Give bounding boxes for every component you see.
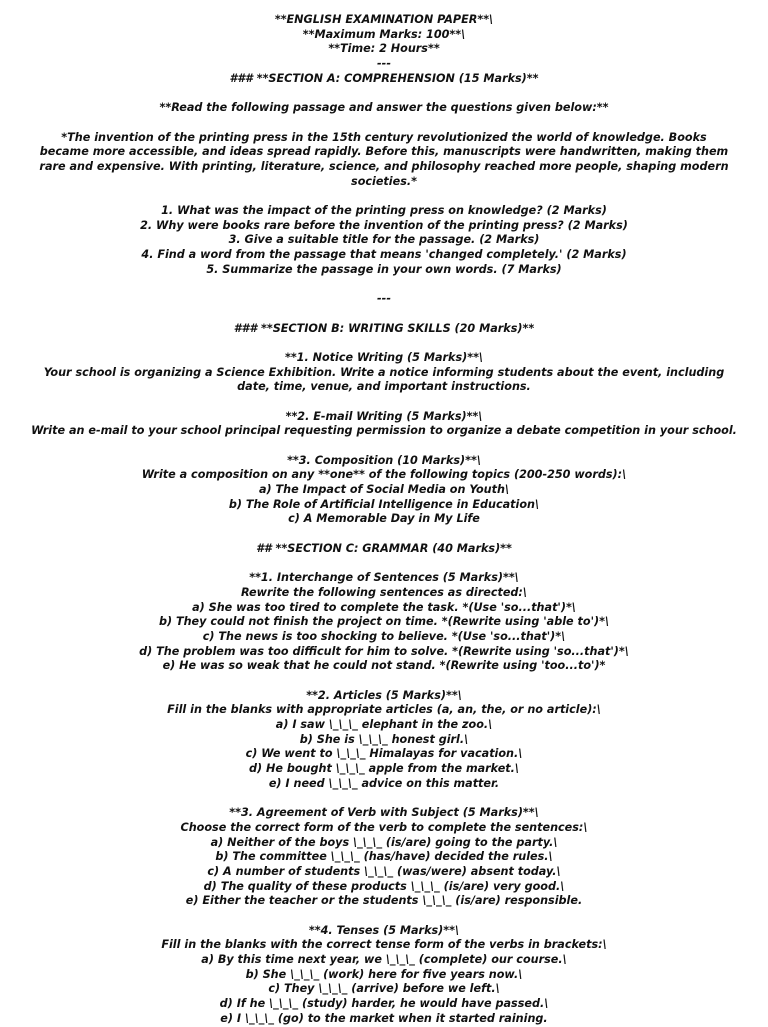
tenses-item: d) If he \_\_\_ (study) harder, he would have passed.\ <box>219 997 549 1011</box>
interchange-text: Rewrite the following sentences as directed:\ <box>241 585 527 599</box>
articles-title: **2. Articles (5 Marks)**\ <box>306 688 462 702</box>
agreement-item: c) A number of students \_\_\_ (was/were) absent today.\ <box>207 864 561 878</box>
tenses-text: Fill in the blanks with the correct tense form of the verbs in brackets:\ <box>161 938 607 952</box>
time-allowed: **Time: 2 Hours** <box>328 42 440 56</box>
question-item: 2. Why were books rare before the invention of the printing press? (2 Marks) <box>140 218 628 232</box>
articles-item: a) I saw \_\_\_ elephant in the zoo.\ <box>275 718 493 732</box>
question-item: 4. Find a word from the passage that means 'changed completely.' (2 Marks) <box>141 248 627 262</box>
tenses-item: c) They \_\_\_ (arrive) before we left.\ <box>268 982 500 996</box>
agreement-item: e) Either the teacher or the students \_\_\_ (is/are) responsible. <box>185 894 583 908</box>
articles-item: b) She is \_\_\_ honest girl.\ <box>299 732 469 746</box>
agreement-item: a) Neither of the boys \_\_\_ (is/are) going to the party.\ <box>210 835 558 849</box>
composition-topic: b) The Role of Artificial Intelligence in Education\ <box>228 497 540 511</box>
tenses-item: a) By this time next year, we \_\_\_ (complete) our course.\ <box>201 953 567 967</box>
horizontal-rule: --- <box>377 292 391 306</box>
section-a-heading: ### **SECTION A: COMPREHENSION (15 Marks)** <box>229 71 539 85</box>
section-c-heading: ## **SECTION C: GRAMMAR (40 Marks)** <box>256 541 512 555</box>
articles-item: c) We went to \_\_\_ Himalayas for vacation.\ <box>245 747 523 761</box>
composition-topic: c) A Memorable Day in My Life <box>288 512 480 526</box>
section-b-heading: ### **SECTION B: WRITING SKILLS (20 Marks)** <box>233 321 535 335</box>
tenses-item: e) I \_\_\_ (go) to the market when it started raining. <box>220 1011 548 1025</box>
max-marks: **Maximum Marks: 100**\ <box>302 27 466 41</box>
agreement-item: d) The quality of these products \_\_\_ (is/are) very good.\ <box>203 879 565 893</box>
notice-writing-text: Your school is organizing a Science Exhibition. Write a notice informing students about the event, including date, time, venue, and important instructions. <box>43 365 725 394</box>
articles-item: d) He bought \_\_\_ apple from the market.\ <box>248 762 519 776</box>
email-writing-text: Write an e-mail to your school principal requesting permission to organize a debate competition in your school. <box>31 424 737 438</box>
comprehension-passage: *The invention of the printing press in the 15th century revolutionized the world of knowledge. Books became more accessible, and ideas spread rapidly. Before this, manuscripts were handwritten, making them rare and expensive. With printing, literature, science, and philosophy reached more people, shaping modern societies.* <box>39 130 729 188</box>
tenses-item: b) She \_\_\_ (work) here for five years now.\ <box>245 967 523 981</box>
interchange-item: d) The problem was too difficult for him to solve. *(Rewrite using 'so...that')*\ <box>139 644 629 658</box>
agreement-text: Choose the correct form of the verb to complete the sentences:\ <box>180 820 588 834</box>
tenses-title: **4. Tenses (5 Marks)**\ <box>308 923 460 937</box>
interchange-item: c) The news is too shocking to believe. *(Use 'so...that')*\ <box>202 629 566 643</box>
notice-writing-title: **1. Notice Writing (5 Marks)**\ <box>284 350 484 364</box>
horizontal-rule: --- <box>377 57 391 71</box>
interchange-title: **1. Interchange of Sentences (5 Marks)**\ <box>249 571 519 585</box>
articles-text: Fill in the blanks with appropriate articles (a, an, the, or no article):\ <box>167 703 601 717</box>
interchange-item: e) He was so weak that he could not stand. *(Rewrite using 'too...to')* <box>162 659 606 673</box>
question-item: 1. What was the impact of the printing press on knowledge? (2 Marks) <box>161 204 607 217</box>
composition-text: Write a composition on any **one** of the following topics (200-250 words):\ <box>141 468 627 482</box>
interchange-item: b) They could not finish the project on time. *(Rewrite using 'able to')*\ <box>158 615 610 629</box>
question-item: 3. Give a suitable title for the passage. (2 Marks) <box>228 233 540 247</box>
email-writing-title: **2. E-mail Writing (5 Marks)**\ <box>285 409 483 423</box>
composition-topic: a) The Impact of Social Media on Youth\ <box>258 483 510 497</box>
section-a-instruction: **Read the following passage and answer the questions given below:** <box>159 101 609 115</box>
composition-title: **3. Composition (10 Marks)**\ <box>287 453 481 467</box>
question-item: 5. Summarize the passage in your own words. (7 Marks) <box>206 262 562 276</box>
agreement-item: b) The committee \_\_\_ (has/have) decided the rules.\ <box>215 850 553 864</box>
articles-item: e) I need \_\_\_ advice on this matter. <box>268 776 500 790</box>
interchange-item: a) She was too tired to complete the task. *(Use 'so...that')*\ <box>192 600 576 614</box>
agreement-title: **3. Agreement of Verb with Subject (5 Marks)**\ <box>229 806 539 820</box>
paper-title: **ENGLISH EXAMINATION PAPER**\ <box>274 13 494 26</box>
